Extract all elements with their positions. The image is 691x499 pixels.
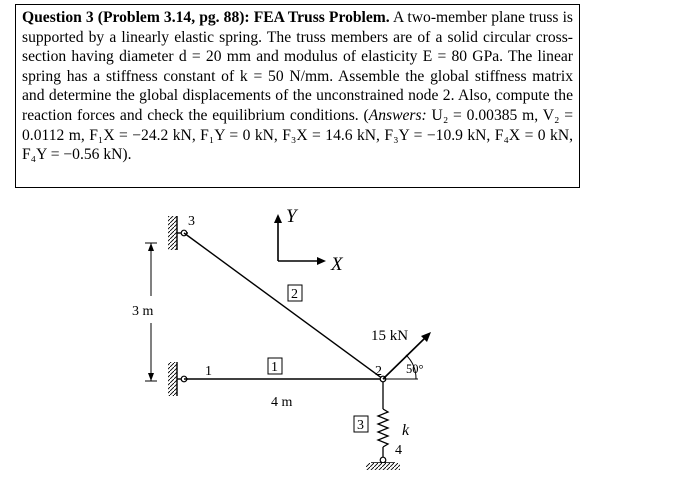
height-label: 3 m xyxy=(132,304,154,319)
question-text xyxy=(22,8,573,165)
member-2-number: 2 xyxy=(291,287,298,302)
member-3-number: 3 xyxy=(357,418,364,433)
node-1-label: 1 xyxy=(205,364,212,379)
axes-icon xyxy=(274,214,326,265)
spring-label: k xyxy=(402,422,410,439)
axis-x-label: X xyxy=(331,254,343,275)
question-box xyxy=(15,4,580,188)
question-heading: Question 3 (Problem 3.14, pg. 88): FEA Truss Problem. xyxy=(22,9,390,26)
member-2-line xyxy=(184,233,383,379)
node-3-label: 3 xyxy=(188,214,195,229)
member-1-number: 1 xyxy=(271,360,278,375)
node-4-label: 4 xyxy=(395,443,402,458)
answers-label: Answers: xyxy=(368,106,427,124)
node-2-label: 2 xyxy=(375,364,382,379)
truss-figure xyxy=(118,203,463,493)
force-label: 15 kN xyxy=(371,328,409,344)
question-body-part-1: A two-member plane truss is supported by a linearly elastic spring. The truss members are of a solid circular cross-section having diameter d = 20 mm and modulus of elasticity E = 80 GPa. The linear spring has a stiffness constant of k = 50 N/mm. Assemble the global stiffness matrix and determine the global displacements of the unconstrained node 2. Also, compute the reaction forces and check the equilibrium conditions. ( xyxy=(22,9,573,124)
axis-y-label: Y xyxy=(286,206,297,227)
width-label: 4 m xyxy=(271,395,293,410)
angle-label: 50° xyxy=(406,362,424,376)
question-body-part-2: U₂ = 0.00385 m, V₂ = 0.0112 m, F₁X = −24.2 kN, F₁Y = 0 kN, F₃X = 14.6 kN, F₃Y = −10.9 kN, F₄X = 0 kN, F₄Y = −0.56 kN). xyxy=(22,106,573,164)
